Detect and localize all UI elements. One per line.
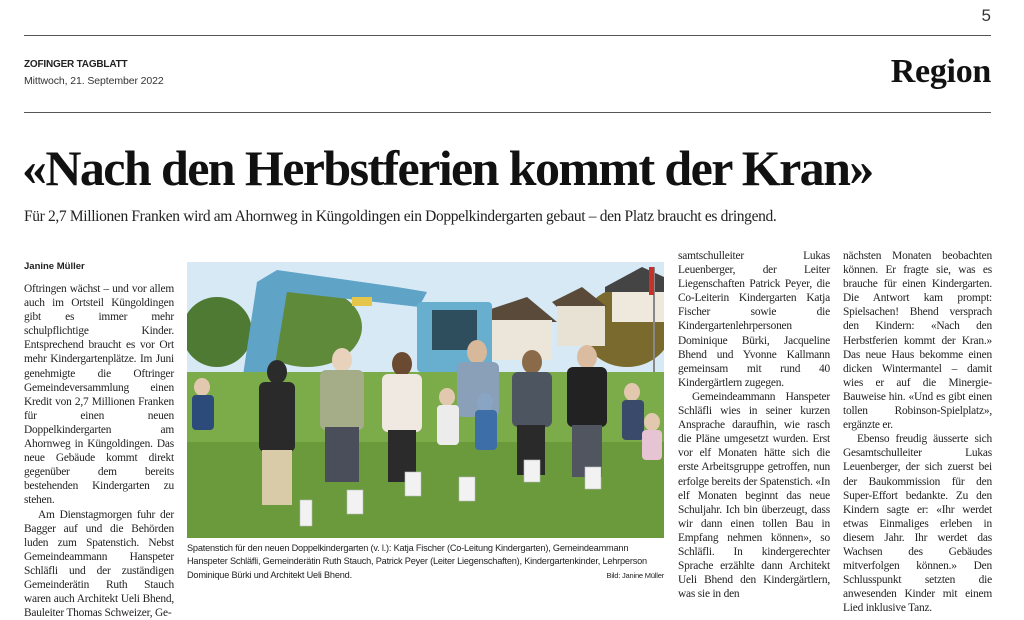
- paper-name: ZOFINGER TAGBLATT: [24, 59, 164, 70]
- issue-date: Mittwoch, 21. September 2022: [24, 75, 164, 87]
- header-rule-top: [24, 35, 991, 36]
- article-column-4: [843, 249, 992, 615]
- article-photo: [187, 262, 664, 538]
- caption-text: Spatenstich für den neuen Doppelkindergarten (v. l.): Katja Fischer (Co-Leitung Kindergarten), Gemeindeammann Hanspeter Schläfli, Gemeinderätin Ruth Stauch, Patrick Peyer (Leiter Liegenschaften), Kindergartenkinder, Lehrperson Dominique Bürki und Architekt Ueli Bhend.: [187, 543, 647, 580]
- paragraph: nächsten Monaten beobachten können. Er fragte sie, was es brauche für einen Kindergarten. Die Antwort kam prompt: Spielsachen! Bhend versprach den Kindern: «Nach den Herbstferien kommt der Kran.» Das neue Haus bekomme einen dicken Wintermantel – damit wies er auf die Minergie-Bauweise hin. «Und es gibt einen tollen Robinson-Spielplatz», ergänzte er.: [843, 249, 992, 432]
- paragraph: Am Dienstagmorgen fuhr der Bagger auf und die Behörden luden zum Spatenstich. Nebst Gemeindeammann Hanspeter Schläfli und der zuständigen Gemeinderätin Ruth Stauch waren auch Architekt Ueli Bhend, Bauleiter Thomas Schweizer, Ge-: [24, 508, 174, 620]
- section-title: Region: [891, 53, 991, 91]
- byline: Janine Müller: [24, 261, 85, 272]
- groundbreaking-photo-illustration: [187, 262, 664, 538]
- paragraph: Gemeindeammann Hanspeter Schläfli wies in seiner kurzen Ansprache daraufhin, wie rasch die Pläne umgesetzt wurden. Erst vor elf Monaten hätte sich die erste Arbeitsgruppe getroffen, nun erfolge bereits der Spatenstich. «In elf Monaten beginnt das neue Schuljahr. Ich bin überzeugt, dass wir dann einen tollen Bau in Empfang nehmen können», so Schläfli. In kindergerechter Sprache erzählte dann Architekt Ueli Bhend den Kindergärtlern, was sie in den: [678, 390, 830, 601]
- photo-credit: Bild: Janine Müller: [607, 569, 664, 582]
- paragraph: Ebenso freudig äusserte sich Gesamtschulleiter Lukas Leuenberger, der sich zuerst bei der Baukommission für den Super-Effort bedankte. Zu den Kindern sagte er: «Ihr werdet etwas Einmaliges erleben in diesem Jahr. Ihr werdet das Wachsen des Gebäudes mitverfolgen können.» Den Schlusspunkt setzten die anwesenden Kinder mit einem Lied inklusive Tanz.: [843, 432, 992, 615]
- photo-caption: [187, 542, 664, 582]
- paragraph: Oftringen wächst – und vor allem auch im Ortsteil Küngoldingen gibt es immer mehr schulpflichtige Kinder. Entsprechend braucht es vor Ort mehr Kindergartenplätze. Im Juni genehmigte die Oftringer Gemeindeversammlung einen Kredit von 2,7 Millionen Franken für einen neuen Doppelkindergarten am Ahornweg in Küngoldingen. Das neue Gebäude kommt direkt gegenüber dem bereits bestehenden Kindergarten zu stehen.: [24, 282, 174, 508]
- article-column-3: [678, 249, 830, 601]
- article-headline: «Nach den Herbstferien kommt der Kran»: [22, 143, 873, 193]
- header-rule-bottom: [24, 112, 991, 113]
- paragraph: samtschulleiter Lukas Leuenberger, der Leiter Liegenschaften Patrick Peyer, die Co-Leiterin Kindergarten Katja Fischer sowie die Kindergartenlehrpersonen Dominique Bürki, Jacqueline Bhend und Yvonne Kallmann gemeinsam mit rund 40 Kindergärtlern zugegen.: [678, 249, 830, 390]
- article-column-1: [24, 282, 174, 620]
- page-number: 5: [982, 6, 991, 26]
- article-lead: Für 2,7 Millionen Franken wird am Ahornweg in Küngoldingen ein Doppelkindergarten gebaut – den Platz braucht es dringend.: [24, 208, 776, 226]
- masthead: [24, 59, 164, 87]
